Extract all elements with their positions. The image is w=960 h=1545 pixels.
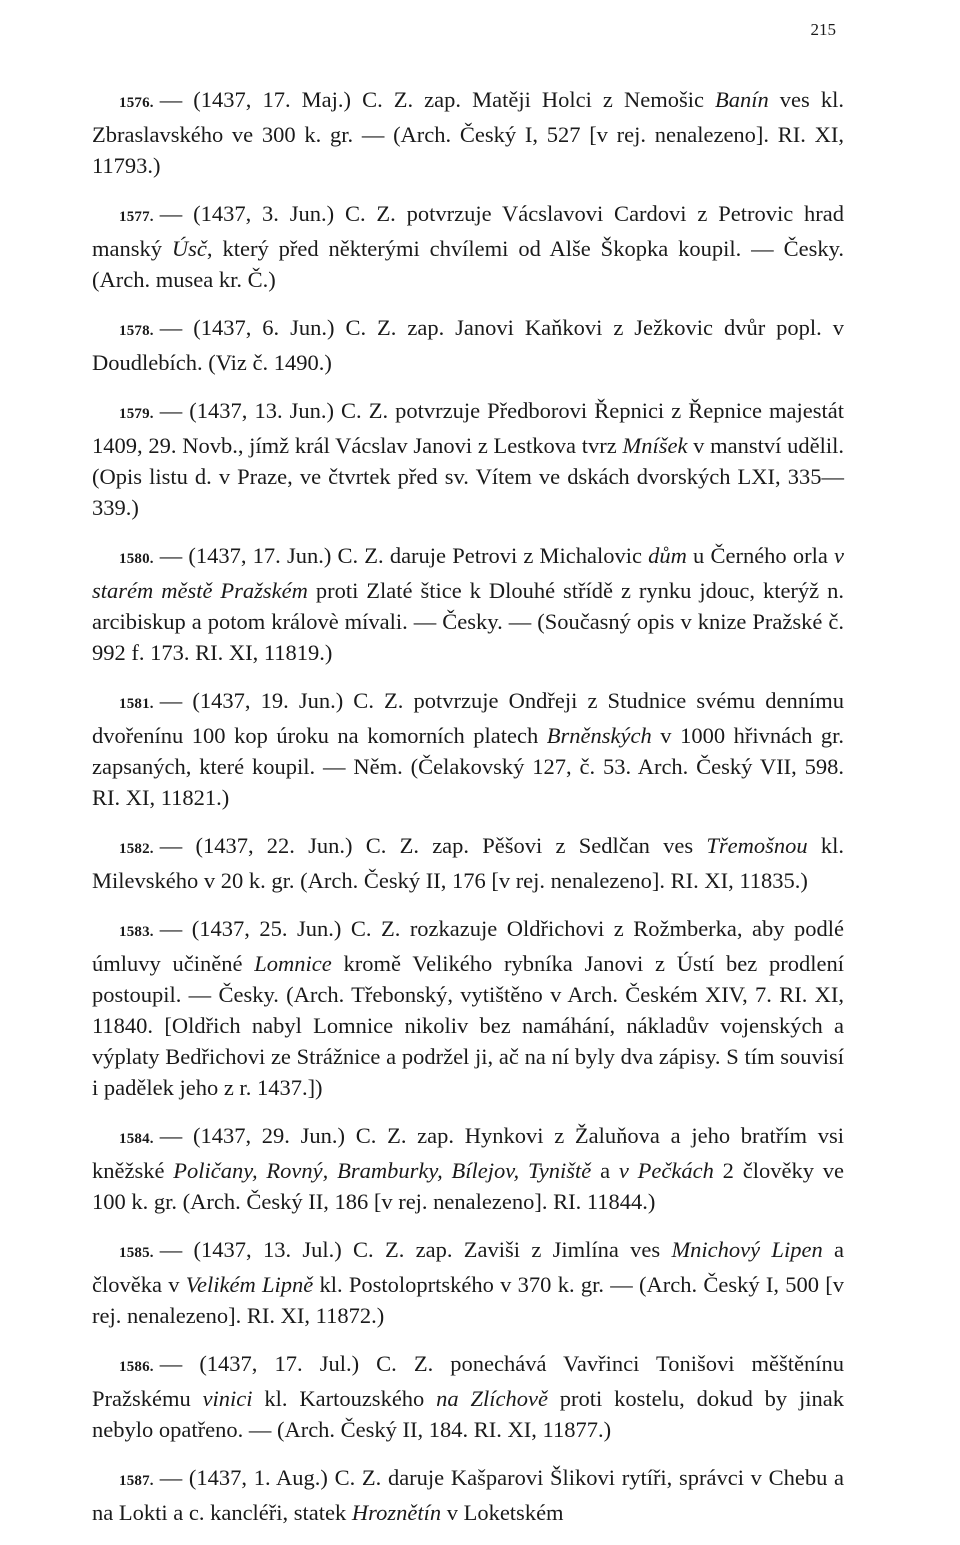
entry bbox=[92, 830, 844, 896]
entry-number: 1583. bbox=[119, 924, 154, 940]
entry-number: 1576. bbox=[119, 95, 154, 111]
entry-text: v 1000 hřivnách gr. zapsaných, které koupil. — Něm. (Čelakovský 127, č. 53. Arch. Český VII, 598. RI. XI, 11821.) bbox=[92, 723, 845, 810]
entry-text: — (1437, 13. Jul.) C. Z. zap. Zaviši z Jimlína ves bbox=[159, 1237, 672, 1262]
entry-text: — (1437, 3. Jun.) C. Z. potvrzuje Vácslavovi Cardovi z Petrovic hrad manský bbox=[92, 201, 844, 261]
entry-text: — (1437, 22. Jun.) C. Z. zap. Pěšovi z Sedlčan ves bbox=[159, 833, 707, 858]
entry-italic-text: Mnichový Lipen bbox=[671, 1237, 823, 1262]
entry bbox=[92, 395, 844, 523]
entry-text: — (1437, 17. Jun.) C. Z. daruje Petrovi z Michalovic bbox=[159, 543, 649, 568]
entry-text: kl. Kartouzského bbox=[252, 1386, 437, 1411]
entry-italic-text: Brněnských bbox=[546, 723, 652, 748]
entry-italic-text: Velikém Lipně bbox=[185, 1272, 314, 1297]
entry-text: proti Zlaté štice k Dlouhé střídě z rynku jdouc, kterýž n. arcibiskup a potom královè mívali. — Česky. — (Současný opis v knize Pražské č. 992 f. 173. RI. XI, 11819.) bbox=[92, 578, 844, 665]
entry-number: 1584. bbox=[119, 1131, 154, 1147]
entry-italic-text: dům bbox=[648, 543, 687, 568]
entry-text: — (1437, 17. Jul.) C. Z. ponechává Vavřinci Tonišovi měštěnínu Pražskému bbox=[92, 1351, 844, 1411]
entry-text: , který před některými chvílemi od Alše Škopka koupil. — Česky. (Arch. musea kr. Č.) bbox=[92, 236, 844, 292]
entry-text: — (1437, 29. Jun.) C. Z. zap. Hynkovi z Žaluňova a jeho bratřím vsi kněžské bbox=[92, 1123, 844, 1183]
entry-text: a bbox=[591, 1158, 619, 1183]
entry-number: 1577. bbox=[119, 209, 154, 225]
entry-text: proti kostelu, dokud by jinak nebylo opatřeno. — (Arch. Český II, 184. RI. XI, 11877.) bbox=[92, 1386, 844, 1442]
entry-italic-text: Lomnice bbox=[254, 951, 332, 976]
entry-text: kromě Velikého rybníka Janovi z Ústí bez prodlení postoupil. — Česky. (Arch. Třebonský, vytištěno v Arch. Českém XIV, 7. RI. XI, 11840. [Oldřich nabyl Lomnice nikoliv bez namáhání, nákladův vojenských a výplaty Bedřichovi ze Strážnice a podržel ji, ač na ní byly dva zápisy. S tím souvisí i padělek jeho z r. 1437.]) bbox=[92, 951, 844, 1100]
entry-text: — (1437, 13. Jun.) C. Z. potvrzuje Předborovi Řepnici z Řepnice majestát 1409, 29. Novb., jímž král Vácslav Janovi z Lestkova tvrz bbox=[92, 398, 844, 458]
entry-number: 1579. bbox=[119, 406, 154, 422]
entry-text: — (1437, 1. Aug.) C. Z. daruje Kašparovi Šlikovi rytíři, správci v Chebu a na Lokti a c. kancléři, statek bbox=[92, 1465, 844, 1525]
entry-italic-text: Úsč bbox=[171, 236, 207, 261]
entry-text: v Loketském bbox=[441, 1500, 564, 1525]
entry-italic-text: vinici bbox=[202, 1386, 253, 1411]
entry-number: 1581. bbox=[119, 696, 154, 712]
entries-list bbox=[92, 84, 844, 1545]
entry-italic-text: Banín bbox=[715, 87, 769, 112]
entry-number: 1585. bbox=[119, 1245, 154, 1261]
entry-italic-text: Mníšek bbox=[622, 433, 688, 458]
entry-italic-text: Poličany, Rovný, Bramburky, Bílejov, Tyniště bbox=[173, 1158, 592, 1183]
entry-text: kl. Milevského v 20 k. gr. (Arch. Český II, 176 [v rej. nenalezeno]. RI. XI, 11835.) bbox=[92, 833, 844, 893]
entry bbox=[92, 198, 844, 295]
entry bbox=[92, 540, 844, 668]
entry-number: 1582. bbox=[119, 841, 154, 857]
entry-text: — (1437, 19. Jun.) C. Z. potvrzuje Ondřeji z Studnice svému dennímu dvořenínu 100 kop úroku na komorních platech bbox=[92, 688, 844, 748]
entry-italic-text: na Zlíchově bbox=[436, 1386, 548, 1411]
entry-text: 2 člověky ve 100 k. gr. (Arch. Český II, 186 [v rej. nenalezeno]. RI. 11844.) bbox=[92, 1158, 844, 1214]
entry-number: 1586. bbox=[119, 1359, 154, 1375]
entry-text: ves kl. Zbraslavského ve 300 k. gr. — (Arch. Český I, 527 [v rej. nenalezeno]. RI. XI, 11793.) bbox=[92, 87, 844, 178]
entry-text: a člověka v bbox=[92, 1237, 844, 1297]
entry-number: 1580. bbox=[119, 551, 154, 567]
entry bbox=[92, 913, 844, 1103]
entry-text: — (1437, 17. Maj.) C. Z. zap. Matěji Holci z Nemošic bbox=[159, 87, 715, 112]
entry-italic-text: v Pečkách bbox=[618, 1158, 714, 1183]
entry-text: — (1437, 6. Jun.) C. Z. zap. Janovi Kaňkovi z Ježkovic dvůr popl. v Doudlebích. (Viz č. 1490.) bbox=[92, 315, 844, 375]
entry bbox=[92, 685, 844, 813]
entry bbox=[92, 84, 844, 181]
entry-text: — (1437, 25. Jun.) C. Z. rozkazuje Oldřichovi z Rožmberka, aby podlé úmluvy učiněné bbox=[92, 916, 844, 976]
entry bbox=[92, 1120, 844, 1217]
page-number: 215 bbox=[810, 20, 836, 39]
entry-number: 1587. bbox=[119, 1473, 154, 1489]
entry-italic-text: Třemošnou bbox=[706, 833, 808, 858]
entry-number: 1578. bbox=[119, 323, 154, 339]
entry-text: u Černého orla bbox=[686, 543, 834, 568]
entry bbox=[92, 312, 844, 378]
entry-italic-text: Hroznětín bbox=[351, 1500, 442, 1525]
entry bbox=[92, 1348, 844, 1445]
entry-text: v manství udělil. (Opis listu d. v Praze, ve čtvrtek před sv. Vítem ve dskách dvorských LXI, 335—339.) bbox=[92, 433, 844, 520]
entry bbox=[92, 1462, 844, 1528]
entry-italic-text: v starém městě Pražském bbox=[92, 543, 844, 603]
entry-text: kl. Postoloprtského v 370 k. gr. — (Arch. Český I, 500 [v rej. nenalezeno]. RI. XI, 11872.) bbox=[92, 1272, 845, 1328]
entry bbox=[92, 1234, 844, 1331]
